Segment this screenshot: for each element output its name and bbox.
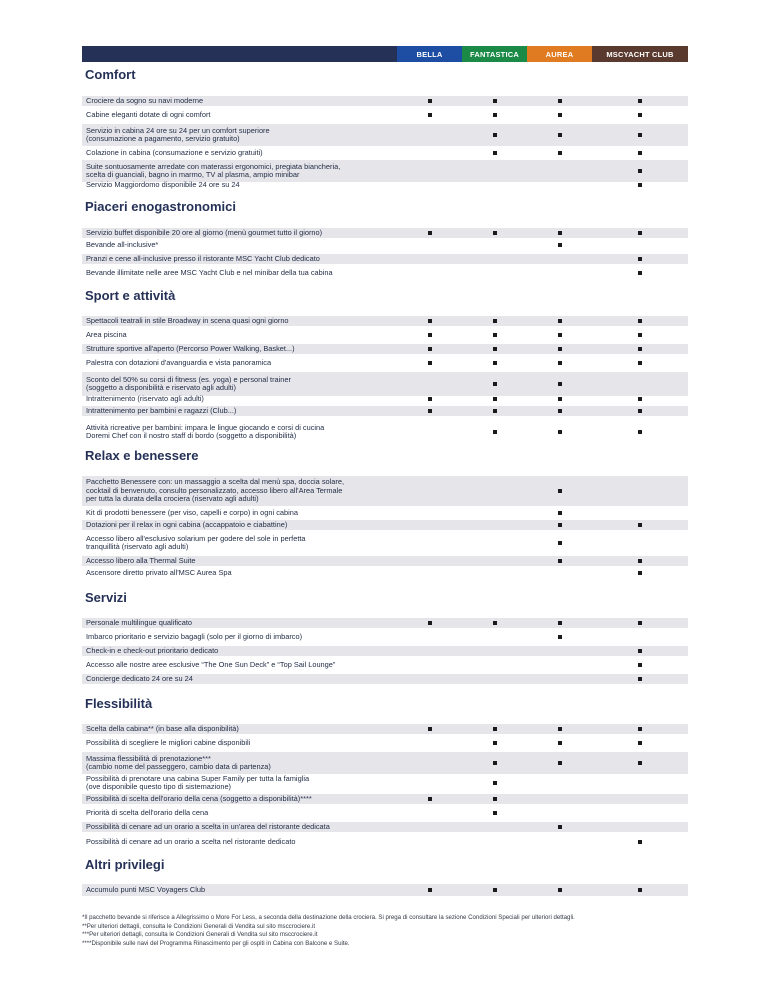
included-square-icon xyxy=(558,231,562,235)
tier-yacht-club-cell xyxy=(592,409,688,413)
included-square-icon xyxy=(638,133,642,137)
feature-row xyxy=(82,520,688,530)
tier-aurea-header: AUREA xyxy=(527,46,592,62)
feature-label: Pranzi e cene all-inclusive presso il ristorante MSC Yacht Club dedicato xyxy=(86,253,320,263)
tier-aurea-cell xyxy=(527,243,592,247)
tier-yacht-club-cell xyxy=(592,333,688,337)
feature-label: Priorità di scelta dell'orario della cena xyxy=(86,807,209,817)
feature-label: Bevande illimitate nelle aree MSC Yacht Club e nel minibar della tua cabina xyxy=(86,267,333,277)
included-square-icon xyxy=(558,243,562,247)
included-square-icon xyxy=(493,430,497,434)
feature-label: Possibilità di prenotare una cabina Super Family per tutta la famiglia (ove disponibile questo tipo di sistemazione) xyxy=(86,773,310,791)
tier-aurea-cell xyxy=(527,430,592,434)
feature-row xyxy=(82,240,688,250)
included-square-icon xyxy=(638,430,642,434)
section-title: Relax e benessere xyxy=(85,448,199,463)
feature-row xyxy=(82,268,688,278)
tier-yacht-club-cell xyxy=(592,231,688,235)
included-square-icon xyxy=(638,761,642,765)
tier-aurea-cell xyxy=(527,133,592,137)
included-square-icon xyxy=(428,333,432,337)
included-square-icon xyxy=(493,781,497,785)
included-square-icon xyxy=(638,113,642,117)
feature-label: Possibilità di scegliere le migliori cabine disponibili xyxy=(86,737,251,747)
included-square-icon xyxy=(428,99,432,103)
tier-yacht-club-cell xyxy=(592,183,688,187)
included-square-icon xyxy=(558,489,562,493)
feature-label: Intrattenimento per bambini e ragazzi (Club...) xyxy=(86,405,237,415)
included-square-icon xyxy=(638,99,642,103)
included-square-icon xyxy=(558,133,562,137)
included-square-icon xyxy=(428,319,432,323)
included-square-icon xyxy=(493,811,497,815)
tier-aurea-cell xyxy=(527,511,592,515)
feature-label: Accesso libero alla Thermal Suite xyxy=(86,555,196,565)
tier-bella-cell xyxy=(397,797,462,801)
included-square-icon xyxy=(558,319,562,323)
feature-label: Accesso libero all'esclusivo solarium per godere del sole in perfetta tranquillità (riservato agli adulti) xyxy=(86,533,306,551)
tier-yacht-club-cell xyxy=(592,113,688,117)
included-square-icon xyxy=(558,113,562,117)
included-square-icon xyxy=(493,151,497,155)
section-title: Piaceri enogastronomici xyxy=(85,199,236,214)
included-square-icon xyxy=(638,231,642,235)
feature-label: Sconto del 50% su corsi di fitness (es. yoga) e personal trainer (soggetto a disponibilità e riservato agli adulti) xyxy=(86,374,291,392)
tier-aurea-cell xyxy=(527,99,592,103)
included-square-icon xyxy=(558,347,562,351)
feature-row xyxy=(82,772,688,794)
included-square-icon xyxy=(493,888,497,892)
footnote: **Per ulteriori dettagli, consulta le Condizioni Generali di Vendita sul sito msccrociere.it xyxy=(82,922,316,930)
tier-yacht-club-cell xyxy=(592,397,688,401)
section-title: Sport e attività xyxy=(85,288,176,303)
included-square-icon xyxy=(558,727,562,731)
tier-yacht-club-cell xyxy=(592,169,688,173)
included-square-icon xyxy=(638,271,642,275)
tier-aurea-cell xyxy=(527,727,592,731)
feature-row xyxy=(82,406,688,416)
feature-label: Kit di prodotti benessere (per viso, capelli e corpo) in ogni cabina xyxy=(86,507,298,517)
feature-label: Accesso alle nostre aree esclusive “The One Sun Deck” e “Top Sail Lounge” xyxy=(86,659,336,669)
tier-aurea-cell xyxy=(527,361,592,365)
tier-aurea-cell xyxy=(527,635,592,639)
tier-fantastica-cell xyxy=(462,347,527,351)
feature-label: Intrattenimento (riservato agli adulti) xyxy=(86,393,204,403)
tier-fantastica-header: FANTASTICA xyxy=(462,46,527,62)
feature-row xyxy=(82,556,688,566)
tier-aurea-cell xyxy=(527,621,592,625)
included-square-icon xyxy=(558,397,562,401)
footnotes xyxy=(82,914,702,948)
feature-row xyxy=(82,476,688,506)
included-square-icon xyxy=(493,231,497,235)
tier-bella-cell xyxy=(397,409,462,413)
feature-label: Cabine eleganti dotate di ogni comfort xyxy=(86,109,211,119)
feature-row xyxy=(82,372,688,396)
tier-yacht-club-cell xyxy=(592,319,688,323)
feature-label: Pacchetto Benessere con: un massaggio a scelta dal menù spa, doccia solare, cocktail di benvenuto, consulto personalizzato, accesso libero all'Area Termale per tutta la durata della crociera (riservato agli adulti) xyxy=(86,477,345,504)
included-square-icon xyxy=(493,319,497,323)
feature-label: Accumulo punti MSC Voyagers Club xyxy=(86,884,206,894)
tier-bella-cell xyxy=(397,231,462,235)
included-square-icon xyxy=(493,761,497,765)
tier-fantastica-cell xyxy=(462,151,527,155)
tier-aurea-cell xyxy=(527,541,592,545)
tier-fantastica-cell xyxy=(462,231,527,235)
feature-row xyxy=(82,508,688,518)
feature-label: Colazione in cabina (consumazione e servizio gratuiti) xyxy=(86,147,263,157)
tier-aurea-cell xyxy=(527,825,592,829)
tier-fantastica-cell xyxy=(462,113,527,117)
feature-row xyxy=(82,794,688,804)
tier-fantastica-cell xyxy=(462,761,527,765)
tier-fantastica-cell xyxy=(462,382,527,386)
tier-aurea-cell xyxy=(527,523,592,527)
feature-row xyxy=(82,568,688,578)
tier-aurea-cell xyxy=(527,113,592,117)
tier-yacht-club-cell xyxy=(592,523,688,527)
included-square-icon xyxy=(558,635,562,639)
feature-row xyxy=(82,254,688,264)
included-square-icon xyxy=(558,361,562,365)
tier-bella-cell xyxy=(397,113,462,117)
feature-row xyxy=(82,228,688,238)
tier-yacht-club-cell xyxy=(592,151,688,155)
included-square-icon xyxy=(558,523,562,527)
tier-aurea-cell xyxy=(527,347,592,351)
feature-label: Possibilità di cenare ad un orario a scelta nel ristorante dedicato xyxy=(86,836,296,846)
tier-fantastica-cell xyxy=(462,811,527,815)
tier-yacht-club-cell xyxy=(592,559,688,563)
feature-label: Personale multilingue qualificato xyxy=(86,617,192,627)
section-title: Altri privilegi xyxy=(85,857,165,872)
tier-fantastica-cell xyxy=(462,409,527,413)
tier-yacht-club-cell xyxy=(592,663,688,667)
tier-yacht-club-cell xyxy=(592,257,688,261)
footnote: *Il pacchetto bevande si riferisce a Allegrissimo o More For Less, a seconda della destinazione della crociera. Si prega di consultare la sezione Condizioni Speciali per ulteriori dettagli. xyxy=(82,914,575,921)
tier-aurea-cell xyxy=(527,489,592,493)
included-square-icon xyxy=(428,397,432,401)
feature-label: Crociere da sogno su navi moderne xyxy=(86,95,204,105)
tier-fantastica-cell xyxy=(462,319,527,323)
included-square-icon xyxy=(558,151,562,155)
feature-row xyxy=(82,822,688,832)
tier-yacht-club-cell xyxy=(592,347,688,351)
header-spacer xyxy=(82,46,397,62)
included-square-icon xyxy=(428,347,432,351)
footnote: ***Per ulteriori dettagli, consulta le Condizioni Generali di Vendita sul sito msccrociere.it xyxy=(82,931,318,939)
tier-aurea-cell xyxy=(527,741,592,745)
tier-yacht-club-cell xyxy=(592,761,688,765)
feature-row xyxy=(82,674,688,684)
included-square-icon xyxy=(638,741,642,745)
feature-label: Ascensore diretto privato all'MSC Aurea Spa xyxy=(86,567,232,577)
included-square-icon xyxy=(558,761,562,765)
tier-yacht-club-cell xyxy=(592,571,688,575)
included-square-icon xyxy=(558,99,562,103)
included-square-icon xyxy=(428,621,432,625)
tier-fantastica-cell xyxy=(462,333,527,337)
included-square-icon xyxy=(558,559,562,563)
tier-fantastica-cell xyxy=(462,781,527,785)
feature-label: Imbarco prioritario e servizio bagagli (solo per il giorno di imbarco) xyxy=(86,631,303,641)
tier-yacht-club-cell xyxy=(592,430,688,434)
included-square-icon xyxy=(493,797,497,801)
included-square-icon xyxy=(638,621,642,625)
included-square-icon xyxy=(493,727,497,731)
tier-fantastica-cell xyxy=(462,621,527,625)
included-square-icon xyxy=(638,319,642,323)
included-square-icon xyxy=(638,677,642,681)
included-square-icon xyxy=(638,888,642,892)
tier-fantastica-cell xyxy=(462,397,527,401)
included-square-icon xyxy=(558,621,562,625)
included-square-icon xyxy=(428,409,432,413)
tier-yacht-club-cell xyxy=(592,621,688,625)
feature-row xyxy=(82,646,688,656)
included-square-icon xyxy=(558,541,562,545)
included-square-icon xyxy=(493,409,497,413)
included-square-icon xyxy=(638,333,642,337)
feature-row xyxy=(82,738,688,748)
feature-row xyxy=(82,160,688,182)
included-square-icon xyxy=(493,397,497,401)
included-square-icon xyxy=(558,333,562,337)
tier-bella-cell xyxy=(397,347,462,351)
included-square-icon xyxy=(558,888,562,892)
included-square-icon xyxy=(558,430,562,434)
included-square-icon xyxy=(638,151,642,155)
included-square-icon xyxy=(638,397,642,401)
included-square-icon xyxy=(558,409,562,413)
feature-row xyxy=(82,394,688,404)
tier-aurea-cell xyxy=(527,231,592,235)
included-square-icon xyxy=(428,727,432,731)
included-square-icon xyxy=(638,649,642,653)
tier-fantastica-cell xyxy=(462,741,527,745)
feature-row xyxy=(82,124,688,146)
feature-label: Dotazioni per il relax in ogni cabina (accappatoio e ciabattine) xyxy=(86,519,288,529)
included-square-icon xyxy=(638,183,642,187)
included-square-icon xyxy=(638,361,642,365)
feature-row xyxy=(82,808,688,818)
tier-yacht-club-cell xyxy=(592,727,688,731)
tier-yacht-club-cell xyxy=(592,99,688,103)
feature-row xyxy=(82,836,688,848)
feature-row xyxy=(82,96,688,106)
feature-label: Servizio buffet disponibile 20 ore al giorno (menù gourmet tutto il giorno) xyxy=(86,227,323,237)
tier-fantastica-cell xyxy=(462,99,527,103)
feature-label: Massima flessibilità di prenotazione*** (cambio nome del passeggero, cambio data di partenza) xyxy=(86,753,271,771)
tier-yacht-club-cell xyxy=(592,741,688,745)
tier-yacht-club-header: MSCYACHT CLUB xyxy=(592,46,688,62)
tier-bella-cell xyxy=(397,333,462,337)
tier-aurea-cell xyxy=(527,319,592,323)
feature-row xyxy=(82,330,688,340)
feature-row xyxy=(82,180,688,190)
included-square-icon xyxy=(493,333,497,337)
feature-label: Check-in e check-out prioritario dedicato xyxy=(86,645,219,655)
section-title: Servizi xyxy=(85,590,127,605)
included-square-icon xyxy=(558,825,562,829)
feature-label: Scelta della cabina** (in base alla disponibilità) xyxy=(86,723,239,733)
feature-row xyxy=(82,618,688,628)
tier-yacht-club-cell xyxy=(592,361,688,365)
tier-fantastica-cell xyxy=(462,797,527,801)
feature-label: Servizio Maggiordomo disponibile 24 ore su 24 xyxy=(86,179,240,189)
included-square-icon xyxy=(493,347,497,351)
tier-bella-cell xyxy=(397,361,462,365)
tier-header xyxy=(82,46,688,62)
included-square-icon xyxy=(558,741,562,745)
included-square-icon xyxy=(638,840,642,844)
tier-bella-cell xyxy=(397,397,462,401)
feature-label: Spettacoli teatrali in stile Broadway in scena quasi ogni giorno xyxy=(86,315,289,325)
feature-label: Palestra con dotazioni d'avanguardia e vista panoramica xyxy=(86,357,272,367)
feature-row xyxy=(82,148,688,158)
feature-label: Attività ricreative per bambini: impara le lingue giocando e corsi di cucina Doremi Chef con il nostro staff di bordo (soggetto a disponibilità) xyxy=(86,422,325,440)
tier-fantastica-cell xyxy=(462,430,527,434)
tier-fantastica-cell xyxy=(462,133,527,137)
included-square-icon xyxy=(493,133,497,137)
tier-fantastica-cell xyxy=(462,361,527,365)
included-square-icon xyxy=(638,257,642,261)
feature-label: Strutture sportive all'aperto (Percorso Power Walking, Basket...) xyxy=(86,343,295,353)
feature-label: Servizio in cabina 24 ore su 24 per un comfort superiore (consumazione a pagamento, servizio gratuito) xyxy=(86,125,270,143)
section-title: Flessibilità xyxy=(85,696,153,711)
feature-row xyxy=(82,420,688,444)
tier-bella-cell xyxy=(397,888,462,892)
tier-aurea-cell xyxy=(527,761,592,765)
included-square-icon xyxy=(428,888,432,892)
tier-yacht-club-cell xyxy=(592,840,688,844)
included-square-icon xyxy=(493,99,497,103)
feature-row xyxy=(82,884,688,896)
included-square-icon xyxy=(493,621,497,625)
tier-bella-cell xyxy=(397,99,462,103)
tier-fantastica-cell xyxy=(462,888,527,892)
included-square-icon xyxy=(493,382,497,386)
tier-bella-cell xyxy=(397,319,462,323)
tier-yacht-club-cell xyxy=(592,677,688,681)
tier-bella-header: BELLA xyxy=(397,46,462,62)
feature-row xyxy=(82,632,688,642)
included-square-icon xyxy=(638,347,642,351)
tier-aurea-cell xyxy=(527,151,592,155)
feature-label: Concierge dedicato 24 ore su 24 xyxy=(86,673,193,683)
feature-row xyxy=(82,358,688,368)
included-square-icon xyxy=(428,113,432,117)
included-square-icon xyxy=(638,409,642,413)
feature-row xyxy=(82,316,688,326)
feature-row xyxy=(82,110,688,120)
included-square-icon xyxy=(638,571,642,575)
feature-row xyxy=(82,724,688,734)
included-square-icon xyxy=(638,559,642,563)
included-square-icon xyxy=(428,797,432,801)
feature-row xyxy=(82,532,688,554)
included-square-icon xyxy=(493,741,497,745)
feature-row xyxy=(82,752,688,774)
included-square-icon xyxy=(638,727,642,731)
tier-aurea-cell xyxy=(527,382,592,386)
feature-label: Possibilità di scelta dell'orario della cena (soggetto a disponibilità)**** xyxy=(86,793,312,803)
tier-aurea-cell xyxy=(527,888,592,892)
feature-row xyxy=(82,344,688,354)
tier-yacht-club-cell xyxy=(592,133,688,137)
included-square-icon xyxy=(638,169,642,173)
included-square-icon xyxy=(428,361,432,365)
included-square-icon xyxy=(493,113,497,117)
feature-label: Area piscina xyxy=(86,329,127,339)
tier-yacht-club-cell xyxy=(592,649,688,653)
tier-bella-cell xyxy=(397,621,462,625)
tier-bella-cell xyxy=(397,727,462,731)
tier-aurea-cell xyxy=(527,409,592,413)
tier-aurea-cell xyxy=(527,559,592,563)
footnote: ****Disponibile sulle navi del Programma Rinascimento per gli ospiti in Cabina con Balcone e Suite. xyxy=(82,939,350,947)
feature-label: Bevande all-inclusive* xyxy=(86,239,159,249)
included-square-icon xyxy=(638,663,642,667)
feature-row xyxy=(82,660,688,670)
tier-yacht-club-cell xyxy=(592,888,688,892)
included-square-icon xyxy=(638,523,642,527)
tier-yacht-club-cell xyxy=(592,271,688,275)
tier-aurea-cell xyxy=(527,333,592,337)
included-square-icon xyxy=(558,511,562,515)
section-title: Comfort xyxy=(85,67,136,82)
feature-label: Possibilità di cenare ad un orario a scelta in un'area del ristorante dedicata xyxy=(86,821,330,831)
included-square-icon xyxy=(428,231,432,235)
feature-label: Suite sontuosamente arredate con materassi ergonomici, pregiata biancheria, scelta di guanciali, bagno in marmo, TV al plasma, ampio minibar xyxy=(86,161,341,179)
included-square-icon xyxy=(493,361,497,365)
included-square-icon xyxy=(558,382,562,386)
tier-fantastica-cell xyxy=(462,727,527,731)
tier-aurea-cell xyxy=(527,397,592,401)
